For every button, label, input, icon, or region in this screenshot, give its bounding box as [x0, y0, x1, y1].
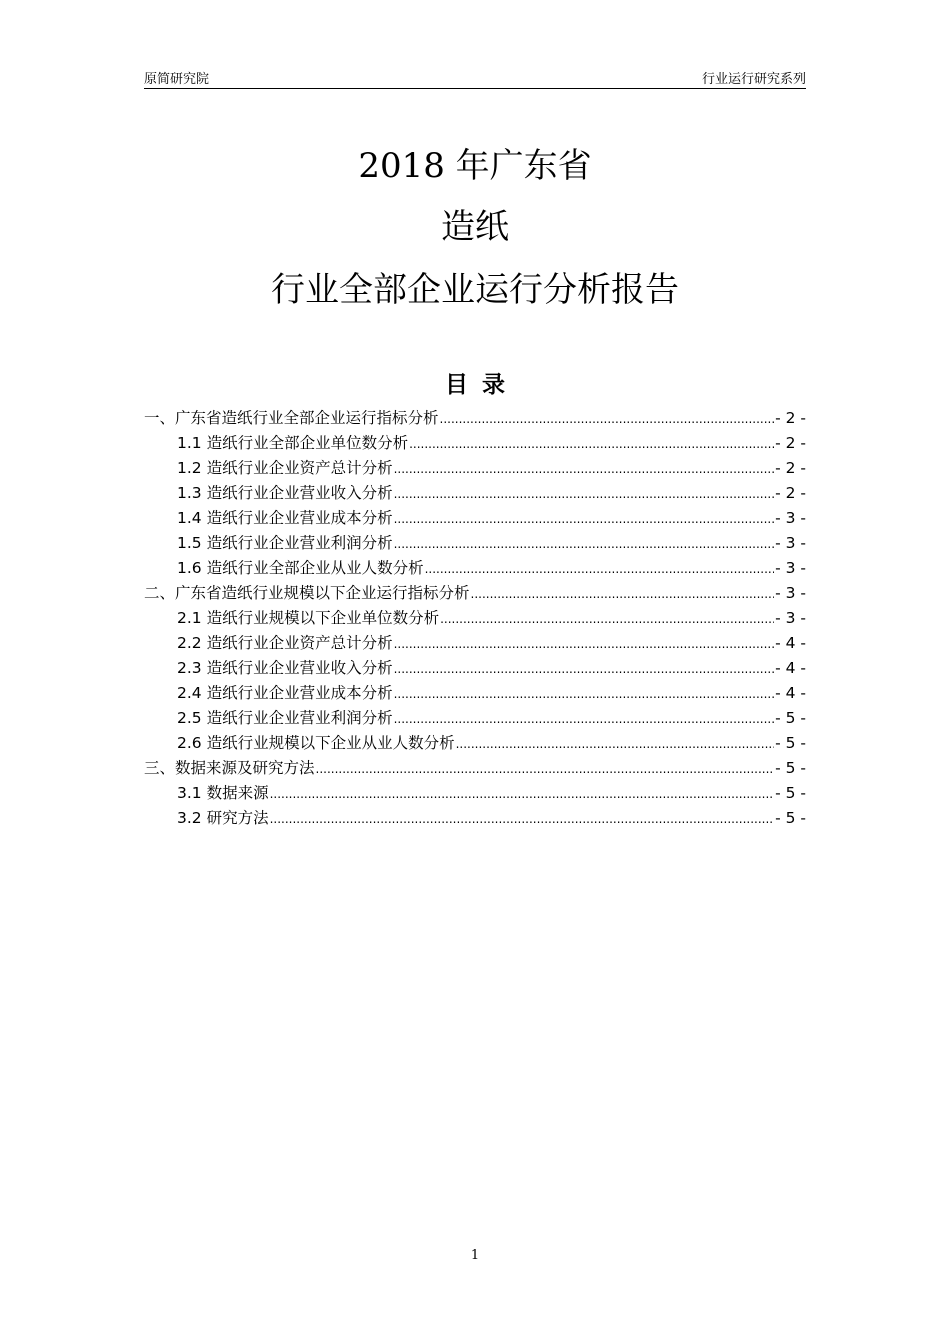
toc-leader-dots [316, 757, 775, 781]
toc-entry-label: 三、数据来源及研究方法 [144, 759, 315, 777]
header-organization: 原简研究院 [144, 72, 210, 87]
toc-leader-dots [394, 532, 775, 556]
toc-entry-page: - 2 - [775, 409, 806, 427]
toc-entry-page: - 2 - [775, 484, 806, 502]
toc-entry-page: - 5 - [775, 759, 806, 777]
page-header [144, 66, 806, 89]
toc-leader-dots [440, 607, 774, 631]
toc-entry[interactable] [144, 756, 806, 781]
toc-entry-page: - 3 - [775, 609, 806, 627]
toc-entry-page: - 5 - [775, 709, 806, 727]
toc-entry-label: 2.6 造纸行业规模以下企业从业人数分析 [177, 734, 455, 752]
toc-leader-dots [440, 407, 775, 431]
toc-leader-dots [270, 807, 775, 831]
toc-leader-dots [270, 782, 775, 806]
toc-entry[interactable] [144, 631, 806, 656]
toc-leader-dots [409, 432, 774, 456]
report-title-line-3: 行业全部企业运行分析报告 [271, 270, 679, 310]
toc-entry[interactable] [144, 731, 806, 756]
toc-entry[interactable] [144, 781, 806, 806]
report-title-line-1: 2018 年广东省 [358, 146, 592, 186]
toc-entry-page: - 3 - [775, 559, 806, 577]
toc-entry[interactable] [144, 431, 806, 456]
toc-entry-label: 二、广东省造纸行业规模以下企业运行指标分析 [144, 584, 470, 602]
toc-entry-page: - 3 - [775, 584, 806, 602]
toc-entry[interactable] [144, 706, 806, 731]
toc-entry[interactable] [144, 681, 806, 706]
toc-entry-label: 2.4 造纸行业企业营业成本分析 [177, 684, 393, 702]
toc-entry-label: 2.1 造纸行业规模以下企业单位数分析 [177, 609, 440, 627]
page-number: 1 [470, 1248, 480, 1263]
toc-leader-dots [471, 582, 775, 606]
toc-entry-label: 一、广东省造纸行业全部企业运行指标分析 [144, 409, 439, 427]
toc-entry-label: 1.1 造纸行业全部企业单位数分析 [177, 434, 409, 452]
toc-entry[interactable] [144, 556, 806, 581]
toc-entry-page: - 2 - [775, 459, 806, 477]
toc-entry-label: 1.2 造纸行业企业资产总计分析 [177, 459, 393, 477]
toc-entry[interactable] [144, 656, 806, 681]
toc-entry-label: 1.5 造纸行业企业营业利润分析 [177, 534, 393, 552]
toc-entry-page: - 4 - [775, 659, 806, 677]
toc-leader-dots [394, 507, 775, 531]
toc-entry[interactable] [144, 606, 806, 631]
toc-entry-label: 2.5 造纸行业企业营业利润分析 [177, 709, 393, 727]
toc-leader-dots [394, 457, 775, 481]
toc-entry[interactable] [144, 806, 806, 831]
toc-entry-label: 1.3 造纸行业企业营业收入分析 [177, 484, 393, 502]
toc-leader-dots [394, 482, 775, 506]
toc-entry-label: 1.4 造纸行业企业营业成本分析 [177, 509, 393, 527]
toc-entry-page: - 5 - [775, 809, 806, 827]
toc-entry[interactable] [144, 506, 806, 531]
toc-entry[interactable] [144, 581, 806, 606]
toc-entry-label: 2.3 造纸行业企业营业收入分析 [177, 659, 393, 677]
toc-leader-dots [425, 557, 775, 581]
toc-entry-label: 2.2 造纸行业企业资产总计分析 [177, 634, 393, 652]
toc-entry-page: - 5 - [775, 734, 806, 752]
toc-heading: 目录 [445, 372, 519, 398]
toc-leader-dots [394, 657, 775, 681]
toc-entry-page: - 3 - [775, 509, 806, 527]
toc-entry[interactable] [144, 481, 806, 506]
toc-entry-page: - 2 - [775, 434, 806, 452]
toc-entry-label: 3.1 数据来源 [177, 784, 269, 802]
toc-entry-page: - 3 - [775, 534, 806, 552]
toc-entry[interactable] [144, 531, 806, 556]
toc-entry[interactable] [144, 456, 806, 481]
toc-leader-dots [456, 732, 775, 756]
toc-leader-dots [394, 682, 775, 706]
table-of-contents [144, 406, 806, 831]
toc-entry-page: - 4 - [775, 634, 806, 652]
toc-leader-dots [394, 707, 775, 731]
toc-entry-page: - 4 - [775, 684, 806, 702]
header-series: 行业运行研究系列 [701, 72, 806, 87]
report-title-line-2: 造纸 [441, 207, 509, 247]
toc-entry-page: - 5 - [775, 784, 806, 802]
toc-entry-label: 1.6 造纸行业全部企业从业人数分析 [177, 559, 424, 577]
toc-entry[interactable] [144, 406, 806, 431]
toc-entry-label: 3.2 研究方法 [177, 809, 269, 827]
toc-leader-dots [394, 632, 775, 656]
